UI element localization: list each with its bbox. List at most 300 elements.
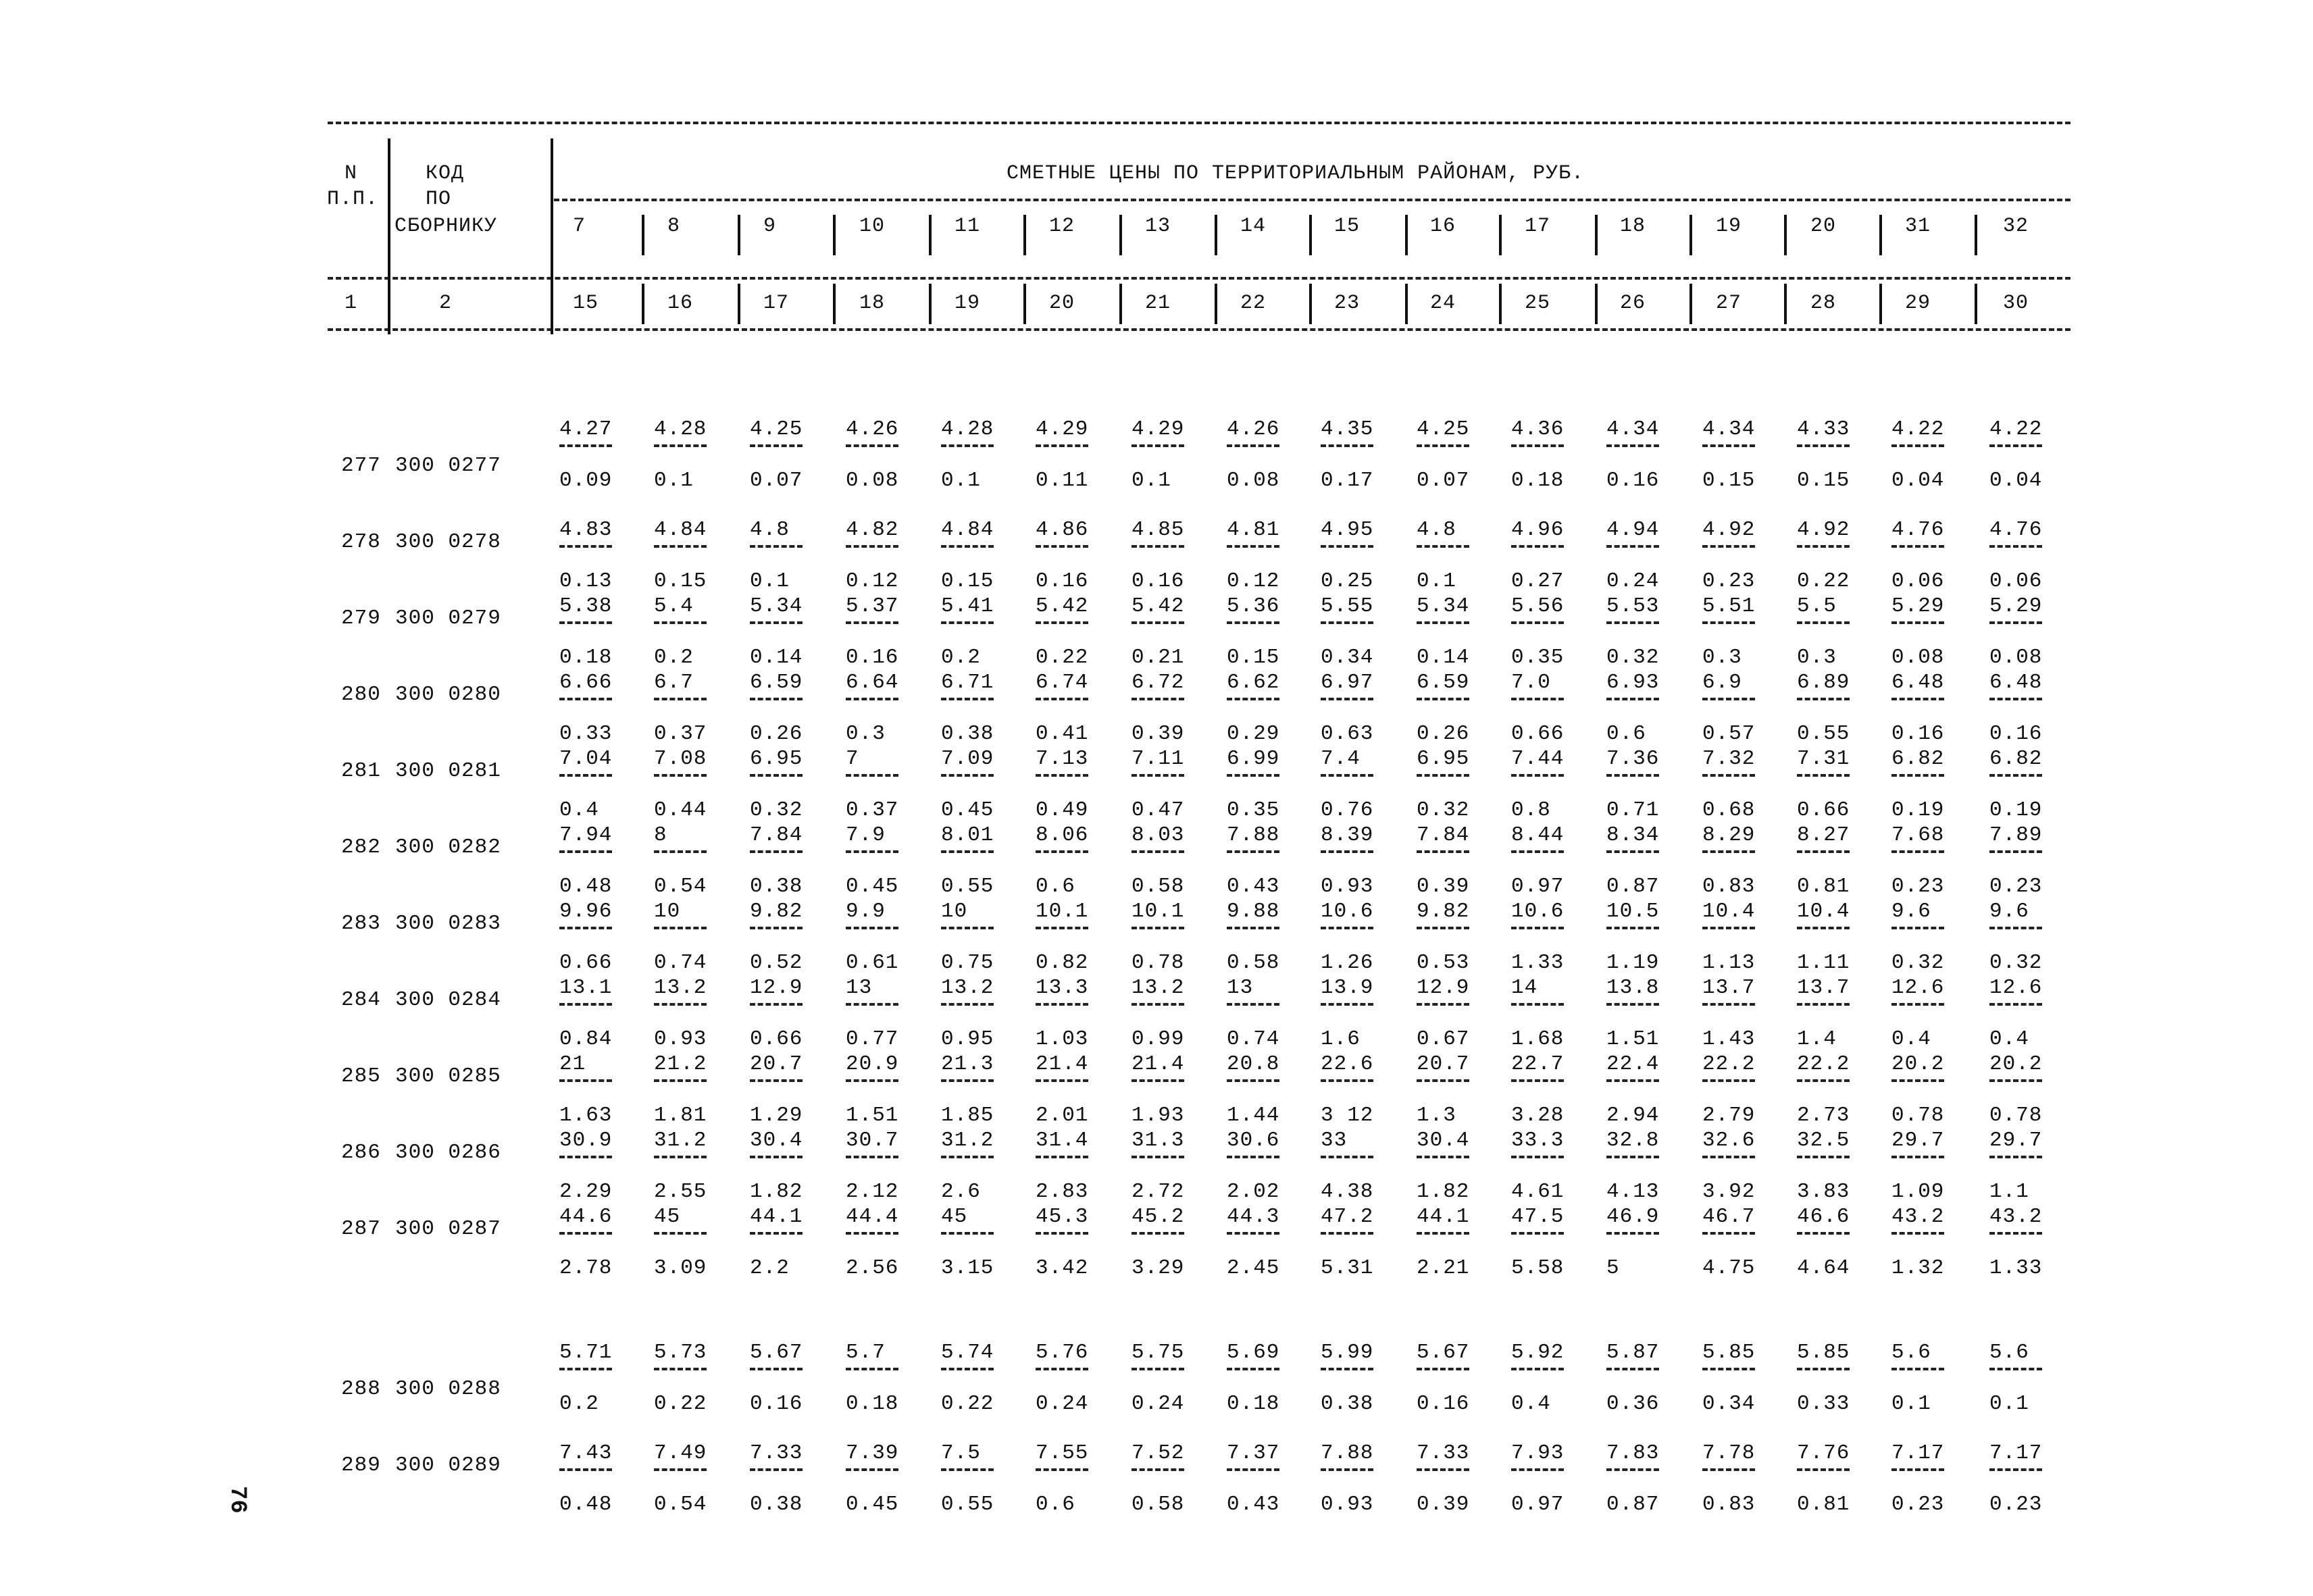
price-top: 7.5 xyxy=(941,1441,981,1465)
price-bottom: 0.32 xyxy=(750,798,803,822)
fraction-rule xyxy=(1132,545,1184,548)
price-top: 45 xyxy=(941,1205,968,1229)
price-bottom: 0.38 xyxy=(1321,1392,1374,1416)
price-top: 7.88 xyxy=(1321,1441,1374,1465)
price-bottom: 0.38 xyxy=(750,875,803,898)
price-top: 20.9 xyxy=(846,1052,899,1076)
price-bottom: 0.24 xyxy=(1606,569,1660,593)
price-top: 4.76 xyxy=(1891,518,1945,542)
region-divider xyxy=(1405,284,1408,324)
price-top: 8.39 xyxy=(1321,823,1374,847)
price-bottom: 0.44 xyxy=(654,798,707,822)
fraction-rule xyxy=(1797,1368,1850,1370)
price-bottom: 0.78 xyxy=(1891,1104,1945,1127)
price-top: 47.5 xyxy=(1511,1205,1565,1229)
price-top: 10.1 xyxy=(1132,900,1185,923)
fraction-rule xyxy=(1036,927,1088,929)
fraction-rule xyxy=(846,1156,898,1158)
price-bottom: 0.33 xyxy=(559,722,613,746)
price-top: 7.4 xyxy=(1321,747,1361,771)
price-top: 6.71 xyxy=(941,671,994,694)
row-number: 287 xyxy=(341,1217,381,1241)
price-top: 6.74 xyxy=(1036,671,1089,694)
price-bottom: 0.3 xyxy=(1702,646,1742,669)
fraction-rule xyxy=(1797,1468,1850,1471)
fraction-rule xyxy=(1606,774,1659,777)
fraction-rule xyxy=(559,1079,612,1082)
price-bottom: 0.37 xyxy=(846,798,899,822)
column-number: 20 xyxy=(1049,292,1075,315)
fraction-rule xyxy=(846,1003,898,1006)
price-top: 30.6 xyxy=(1227,1129,1280,1152)
row-number: 279 xyxy=(341,607,381,630)
price-bottom: 0.34 xyxy=(1702,1392,1756,1416)
price-bottom: 0.81 xyxy=(1797,875,1850,898)
fraction-rule xyxy=(1227,698,1279,700)
price-top: 5.51 xyxy=(1702,594,1756,618)
fraction-rule xyxy=(654,621,707,624)
fraction-rule xyxy=(1511,1079,1564,1082)
price-bottom: 2.2 xyxy=(750,1256,790,1280)
price-bottom: 0.71 xyxy=(1606,798,1660,822)
price-bottom: 0.84 xyxy=(559,1027,613,1051)
region-header: 12 xyxy=(1049,215,1075,238)
fraction-rule xyxy=(1606,927,1659,929)
price-top: 45.3 xyxy=(1036,1205,1089,1229)
price-top: 10 xyxy=(654,900,681,923)
price-bottom: 1.11 xyxy=(1797,951,1850,975)
region-header: 18 xyxy=(1620,215,1646,238)
price-top: 5.75 xyxy=(1132,1341,1185,1364)
price-bottom: 1.43 xyxy=(1702,1027,1756,1051)
price-top: 6.99 xyxy=(1227,747,1280,771)
region-divider xyxy=(1879,215,1882,255)
column-number: 29 xyxy=(1905,292,1931,315)
price-bottom: 5.58 xyxy=(1511,1256,1565,1280)
price-bottom: 0.15 xyxy=(1702,469,1756,492)
price-bottom: 0.39 xyxy=(1132,722,1185,746)
price-top: 13.3 xyxy=(1036,976,1089,1000)
fraction-rule xyxy=(1321,698,1373,700)
price-top: 22.4 xyxy=(1606,1052,1660,1076)
price-bottom: 0.18 xyxy=(1227,1392,1280,1416)
price-bottom: 0.49 xyxy=(1036,798,1089,822)
fraction-rule xyxy=(1036,545,1088,548)
fraction-rule xyxy=(1036,1232,1088,1235)
price-top: 44.3 xyxy=(1227,1205,1280,1229)
price-bottom: 0.93 xyxy=(1321,1493,1374,1516)
row-code: 300 0280 xyxy=(395,683,501,706)
fraction-rule xyxy=(1321,1003,1373,1006)
price-bottom: 0.1 xyxy=(1891,1392,1931,1416)
price-bottom: 2.45 xyxy=(1227,1256,1280,1280)
fraction-rule xyxy=(1132,1079,1184,1082)
price-bottom: 0.23 xyxy=(1891,1493,1945,1516)
region-divider xyxy=(1784,284,1787,324)
price-top: 4.86 xyxy=(1036,518,1089,542)
fraction-rule xyxy=(1132,1368,1184,1370)
price-bottom: 0.09 xyxy=(559,469,613,492)
price-top: 5.6 xyxy=(1989,1341,2029,1364)
region-divider xyxy=(1499,284,1502,324)
price-bottom: 0.2 xyxy=(654,646,694,669)
fraction-rule xyxy=(1797,927,1850,929)
price-bottom: 4.38 xyxy=(1321,1180,1374,1204)
price-top: 4.34 xyxy=(1702,417,1756,441)
fraction-rule xyxy=(1511,1232,1564,1235)
fraction-rule xyxy=(941,1368,994,1370)
price-top: 21.4 xyxy=(1036,1052,1089,1076)
fraction-rule xyxy=(1511,1156,1564,1158)
price-top: 8.29 xyxy=(1702,823,1756,847)
fraction-rule xyxy=(846,1368,898,1370)
col-num-1: 1 xyxy=(345,292,358,315)
fraction-rule xyxy=(1702,927,1755,929)
price-top: 7.94 xyxy=(559,823,613,847)
fraction-rule xyxy=(1132,927,1184,929)
price-bottom: 0.66 xyxy=(750,1027,803,1051)
price-bottom: 1.82 xyxy=(750,1180,803,1204)
price-bottom: 1.03 xyxy=(1036,1027,1089,1051)
price-top: 20.8 xyxy=(1227,1052,1280,1076)
price-top: 4.27 xyxy=(559,417,613,441)
price-top: 8.03 xyxy=(1132,823,1185,847)
price-bottom: 4.75 xyxy=(1702,1256,1756,1280)
price-bottom: 3.83 xyxy=(1797,1180,1850,1204)
fraction-rule xyxy=(1511,621,1564,624)
fraction-rule xyxy=(1321,1468,1373,1471)
fraction-rule xyxy=(1036,1079,1088,1082)
price-top: 13.1 xyxy=(559,976,613,1000)
price-bottom: 1.51 xyxy=(1606,1027,1660,1051)
price-top: 4.96 xyxy=(1511,518,1565,542)
price-top: 7.43 xyxy=(559,1441,613,1465)
fraction-rule xyxy=(1989,1368,2042,1370)
price-top: 7.76 xyxy=(1797,1441,1850,1465)
price-top: 4.22 xyxy=(1891,417,1945,441)
region-divider xyxy=(642,284,644,324)
price-bottom: 0.14 xyxy=(750,646,803,669)
fraction-rule xyxy=(941,698,994,700)
fraction-rule xyxy=(1417,621,1469,624)
code-label-1: КОД xyxy=(426,162,465,185)
fraction-rule xyxy=(1891,927,1944,929)
price-top: 7.31 xyxy=(1797,747,1850,771)
price-top: 5.99 xyxy=(1321,1341,1374,1364)
price-top: 30.7 xyxy=(846,1129,899,1152)
fraction-rule xyxy=(1989,1003,2042,1006)
price-top: 7.36 xyxy=(1606,747,1660,771)
fraction-rule xyxy=(1797,850,1850,853)
fraction-rule xyxy=(1797,1232,1850,1235)
price-bottom: 4.13 xyxy=(1606,1180,1660,1204)
region-header: 7 xyxy=(573,215,586,238)
price-bottom: 0.38 xyxy=(750,1493,803,1516)
price-bottom: 0.37 xyxy=(654,722,707,746)
price-bottom: 0.93 xyxy=(654,1027,707,1051)
price-top: 22.2 xyxy=(1797,1052,1850,1076)
fraction-rule xyxy=(1606,545,1659,548)
price-top: 6.97 xyxy=(1321,671,1374,694)
price-bottom: 0.1 xyxy=(1989,1392,2029,1416)
price-top: 7.04 xyxy=(559,747,613,771)
row-number: 288 xyxy=(341,1377,381,1401)
fraction-rule xyxy=(1511,1003,1564,1006)
price-top: 4.26 xyxy=(846,417,899,441)
fraction-rule xyxy=(1036,444,1088,447)
row-number: 282 xyxy=(341,835,381,859)
price-top: 13.2 xyxy=(941,976,994,1000)
fraction-rule xyxy=(1417,545,1469,548)
price-bottom: 0.24 xyxy=(1132,1392,1185,1416)
fraction-rule xyxy=(654,1079,707,1082)
row-code: 300 0289 xyxy=(395,1453,501,1477)
column-number: 28 xyxy=(1810,292,1837,315)
row-number: 289 xyxy=(341,1453,381,1477)
price-bottom: 1.19 xyxy=(1606,951,1660,975)
price-bottom: 2.21 xyxy=(1417,1256,1470,1280)
price-bottom: 0.57 xyxy=(1702,722,1756,746)
fraction-rule xyxy=(1797,545,1850,548)
price-bottom: 0.55 xyxy=(941,1493,994,1516)
fraction-rule xyxy=(654,545,707,548)
price-bottom: 5.31 xyxy=(1321,1256,1374,1280)
price-top: 6.64 xyxy=(846,671,899,694)
region-divider xyxy=(1975,284,1977,324)
price-top: 5.56 xyxy=(1511,594,1565,618)
region-divider xyxy=(1975,215,1977,255)
header-top-rule xyxy=(328,122,2070,124)
price-bottom: 0.17 xyxy=(1321,469,1374,492)
price-bottom: 0.16 xyxy=(1606,469,1660,492)
fraction-rule xyxy=(1989,1468,2042,1471)
region-divider xyxy=(1595,215,1598,255)
fraction-rule xyxy=(1511,850,1564,853)
price-bottom: 0.13 xyxy=(559,569,613,593)
row-number: 286 xyxy=(341,1141,381,1164)
region-divider xyxy=(1309,284,1312,324)
region-divider xyxy=(929,215,932,255)
fraction-rule xyxy=(1702,774,1755,777)
fraction-rule xyxy=(1417,927,1469,929)
price-bottom: 1.81 xyxy=(654,1104,707,1127)
fraction-rule xyxy=(1227,1368,1279,1370)
price-top: 7.89 xyxy=(1989,823,2043,847)
fraction-rule xyxy=(846,621,898,624)
price-bottom: 0.3 xyxy=(846,722,886,746)
price-top: 10.6 xyxy=(1511,900,1565,923)
price-top: 21 xyxy=(559,1052,586,1076)
row-number: 281 xyxy=(341,759,381,783)
price-bottom: 1.29 xyxy=(750,1104,803,1127)
price-bottom: 1.26 xyxy=(1321,951,1374,975)
price-bottom: 0.34 xyxy=(1321,646,1374,669)
fraction-rule xyxy=(1797,1003,1850,1006)
region-header: 32 xyxy=(2003,215,2029,238)
price-top: 31.3 xyxy=(1132,1129,1185,1152)
price-top: 8.34 xyxy=(1606,823,1660,847)
price-top: 5.53 xyxy=(1606,594,1660,618)
price-top: 7.39 xyxy=(846,1441,899,1465)
price-top: 32.6 xyxy=(1702,1129,1756,1152)
price-bottom: 0.1 xyxy=(941,469,981,492)
price-top: 9.9 xyxy=(846,900,886,923)
price-top: 6.48 xyxy=(1989,671,2043,694)
region-divider xyxy=(833,215,836,255)
fraction-rule xyxy=(559,1232,612,1235)
price-top: 4.76 xyxy=(1989,518,2043,542)
price-top: 6.59 xyxy=(750,671,803,694)
price-bottom: 3.42 xyxy=(1036,1256,1089,1280)
fraction-rule xyxy=(1321,444,1373,447)
price-bottom: 0.07 xyxy=(750,469,803,492)
price-top: 13.2 xyxy=(1132,976,1185,1000)
fraction-rule xyxy=(1511,774,1564,777)
region-divider xyxy=(738,215,740,255)
price-bottom: 0.16 xyxy=(1891,722,1945,746)
price-top: 9.6 xyxy=(1891,900,1931,923)
price-top: 32.5 xyxy=(1797,1129,1850,1152)
price-bottom: 0.08 xyxy=(1989,646,2043,669)
price-bottom: 0.2 xyxy=(559,1392,599,1416)
fraction-rule xyxy=(1036,621,1088,624)
region-divider xyxy=(1119,284,1122,324)
fraction-rule xyxy=(1036,698,1088,700)
price-top: 8.06 xyxy=(1036,823,1089,847)
price-bottom: 0.19 xyxy=(1891,798,1945,822)
price-bottom: 0.32 xyxy=(1989,951,2043,975)
region-divider xyxy=(833,284,836,324)
fraction-rule xyxy=(559,1156,612,1158)
price-top: 5.85 xyxy=(1702,1341,1756,1364)
fraction-rule xyxy=(1417,1079,1469,1082)
price-top: 33 xyxy=(1321,1129,1348,1152)
fraction-rule xyxy=(559,850,612,853)
price-top: 7.17 xyxy=(1989,1441,2043,1465)
price-top: 7.84 xyxy=(1417,823,1470,847)
fraction-rule xyxy=(559,621,612,624)
price-top: 5.7 xyxy=(846,1341,886,1364)
price-bottom: 0.06 xyxy=(1891,569,1945,593)
price-bottom: 0.48 xyxy=(559,875,613,898)
price-top: 47.2 xyxy=(1321,1205,1374,1229)
price-bottom: 0.8 xyxy=(1511,798,1551,822)
region-divider xyxy=(1784,215,1787,255)
fraction-rule xyxy=(846,545,898,548)
price-top: 43.2 xyxy=(1989,1205,2043,1229)
price-bottom: 0.23 xyxy=(1989,875,2043,898)
price-top: 7.08 xyxy=(654,747,707,771)
fraction-rule xyxy=(1227,1232,1279,1235)
price-bottom: 0.54 xyxy=(654,875,707,898)
region-header: 10 xyxy=(859,215,886,238)
price-bottom: 0.97 xyxy=(1511,875,1565,898)
price-bottom: 1.68 xyxy=(1511,1027,1565,1051)
price-top: 33.3 xyxy=(1511,1129,1565,1152)
region-header: 31 xyxy=(1905,215,1931,238)
column-number: 18 xyxy=(859,292,886,315)
price-top: 4.26 xyxy=(1227,417,1280,441)
row-code: 300 0288 xyxy=(395,1377,501,1401)
fraction-rule xyxy=(654,444,707,447)
price-top: 7 xyxy=(846,747,859,771)
price-bottom: 0.75 xyxy=(941,951,994,975)
fraction-rule xyxy=(750,1156,803,1158)
price-bottom: 0.15 xyxy=(654,569,707,593)
fraction-rule xyxy=(1797,621,1850,624)
price-top: 10.4 xyxy=(1702,900,1756,923)
price-bottom: 0.87 xyxy=(1606,875,1660,898)
price-top: 13.2 xyxy=(654,976,707,1000)
row-code: 300 0287 xyxy=(395,1217,501,1241)
price-bottom: 0.08 xyxy=(1227,469,1280,492)
price-bottom: 1.85 xyxy=(941,1104,994,1127)
price-bottom: 0.32 xyxy=(1417,798,1470,822)
price-bottom: 0.97 xyxy=(1511,1493,1565,1516)
price-top: 13.7 xyxy=(1797,976,1850,1000)
price-bottom: 0.6 xyxy=(1606,722,1646,746)
column-number: 23 xyxy=(1334,292,1361,315)
price-top: 5.73 xyxy=(654,1341,707,1364)
fraction-rule xyxy=(1321,1368,1373,1370)
price-bottom: 2.94 xyxy=(1606,1104,1660,1127)
fraction-rule xyxy=(941,1232,994,1235)
row-number: 280 xyxy=(341,683,381,706)
fraction-rule xyxy=(1227,850,1279,853)
price-bottom: 0.29 xyxy=(1227,722,1280,746)
price-bottom: 0.41 xyxy=(1036,722,1089,746)
fraction-rule xyxy=(1606,850,1659,853)
fraction-rule xyxy=(941,1079,994,1082)
fraction-rule xyxy=(1132,1003,1184,1006)
price-top: 5.5 xyxy=(1797,594,1837,618)
price-top: 5.92 xyxy=(1511,1341,1565,1364)
fraction-rule xyxy=(559,1368,612,1370)
fraction-rule xyxy=(559,927,612,929)
row-code: 300 0281 xyxy=(395,759,501,783)
price-top: 6.89 xyxy=(1797,671,1850,694)
price-top: 20.2 xyxy=(1891,1052,1945,1076)
fraction-rule xyxy=(750,1468,803,1471)
fraction-rule xyxy=(1511,545,1564,548)
fraction-rule xyxy=(1989,444,2042,447)
table-title: СМЕТНЫЕ ЦЕНЫ ПО ТЕРРИТОРИАЛЬНЫМ РАЙОНАМ, РУБ. xyxy=(1007,162,1585,185)
fraction-rule xyxy=(559,774,612,777)
price-top: 9.82 xyxy=(750,900,803,923)
fraction-rule xyxy=(1132,1468,1184,1471)
price-bottom: 0.08 xyxy=(1891,646,1945,669)
fraction-rule xyxy=(1321,545,1373,548)
price-top: 46.6 xyxy=(1797,1205,1850,1229)
price-bottom: 0.67 xyxy=(1417,1027,1470,1051)
price-top: 7.44 xyxy=(1511,747,1565,771)
price-bottom: 0.43 xyxy=(1227,1493,1280,1516)
fraction-rule xyxy=(750,621,803,624)
fraction-rule xyxy=(1511,927,1564,929)
row-code: 300 0286 xyxy=(395,1141,501,1164)
price-bottom: 0.3 xyxy=(1797,646,1837,669)
price-bottom: 0.4 xyxy=(1891,1027,1931,1051)
price-bottom: 0.83 xyxy=(1702,875,1756,898)
fraction-rule xyxy=(1132,444,1184,447)
price-top: 22.7 xyxy=(1511,1052,1565,1076)
price-bottom: 0.32 xyxy=(1891,951,1945,975)
fraction-rule xyxy=(1606,1468,1659,1471)
region-divider xyxy=(1689,284,1692,324)
fraction-rule xyxy=(1702,1079,1755,1082)
price-bottom: 2.78 xyxy=(559,1256,613,1280)
price-bottom: 0.1 xyxy=(1132,469,1171,492)
